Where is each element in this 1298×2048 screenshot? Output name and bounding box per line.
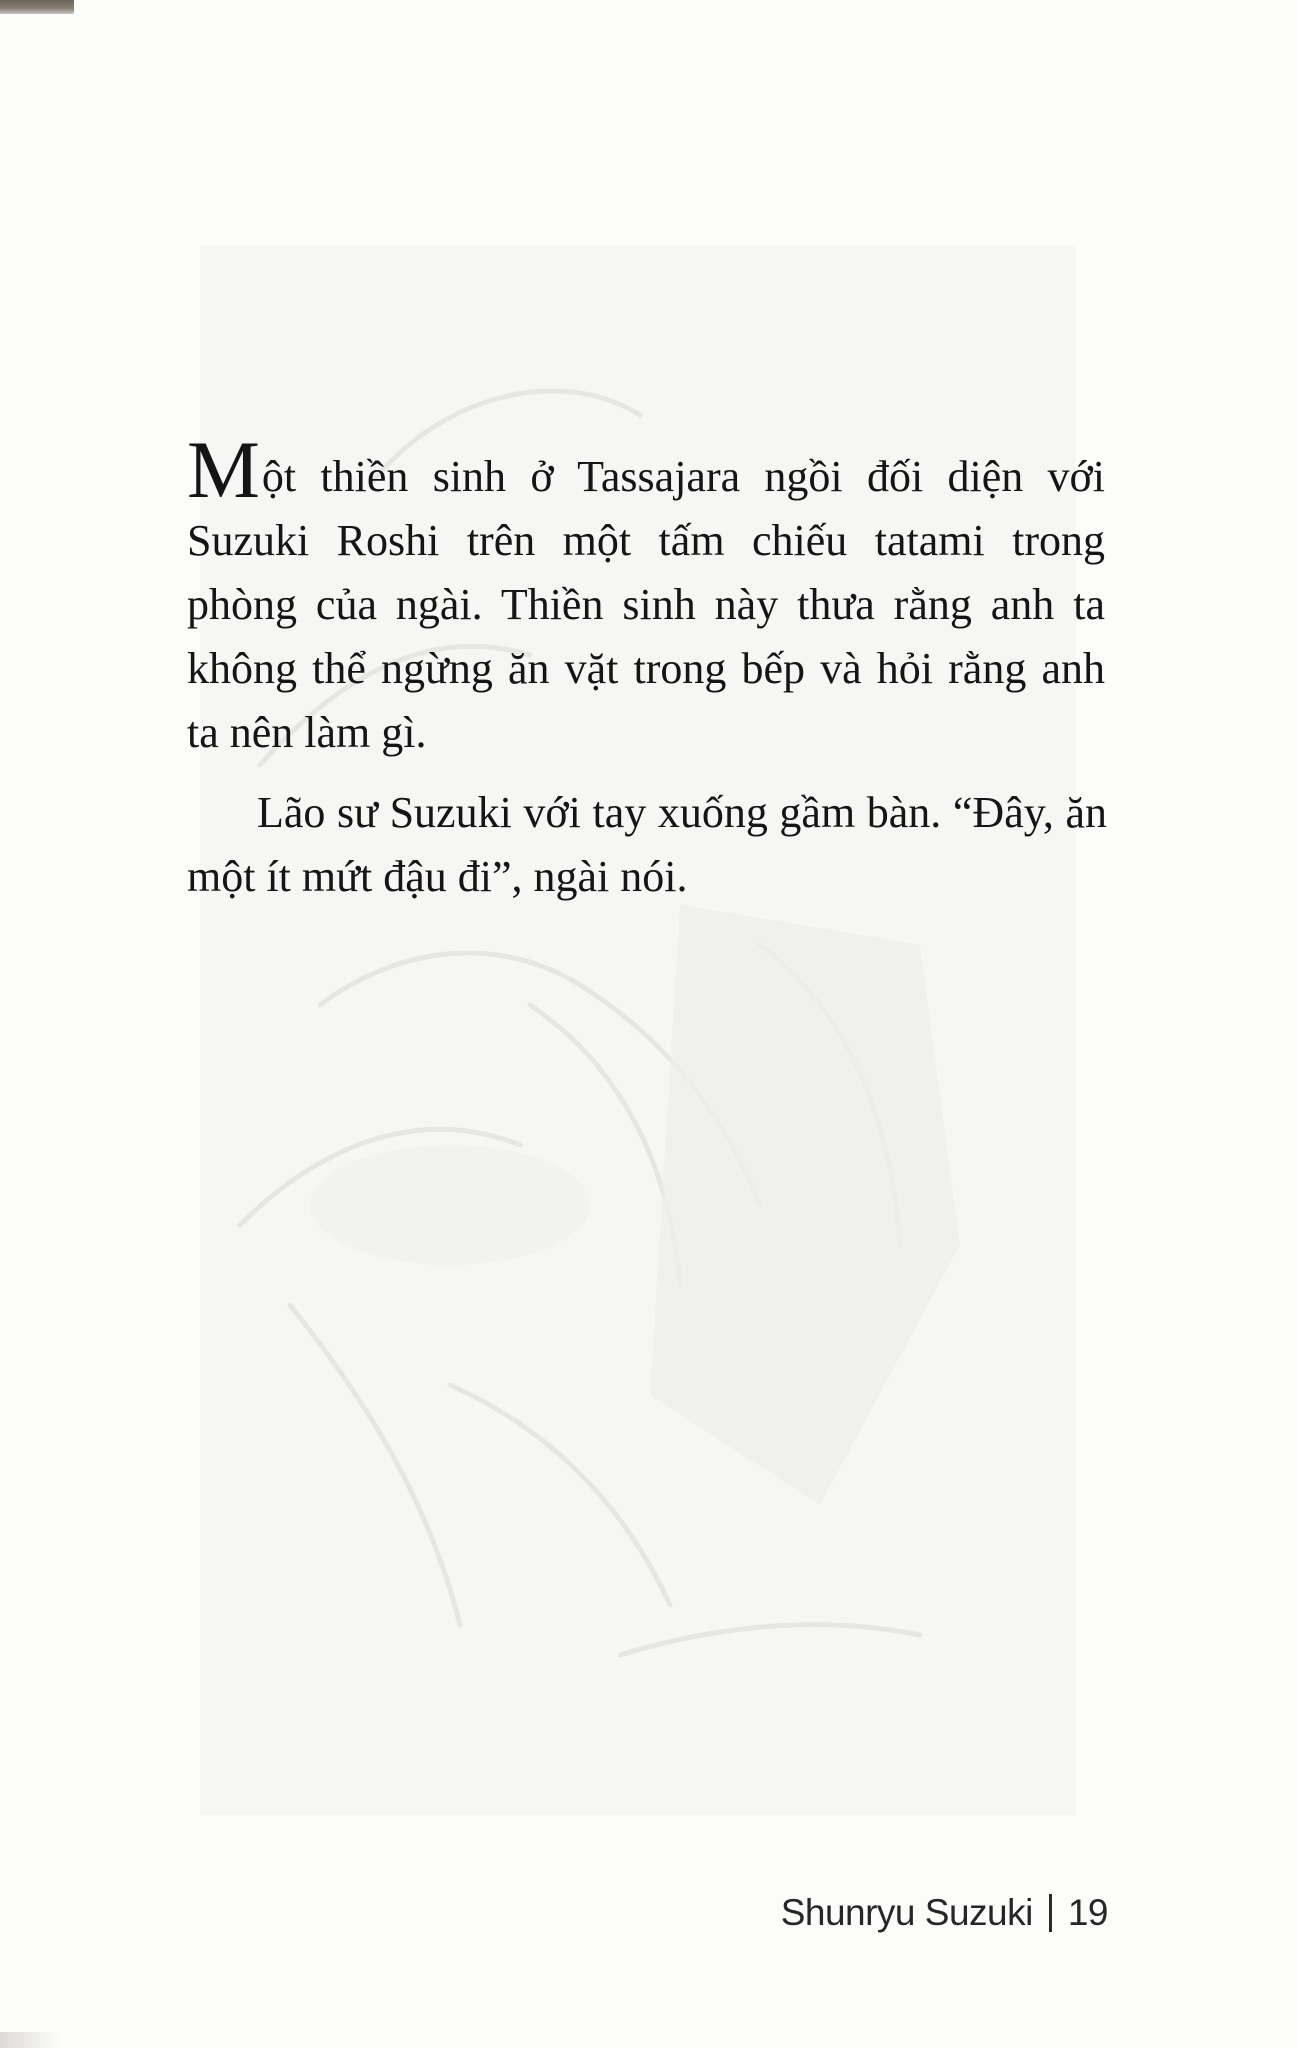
page-number: 19 — [1067, 1892, 1108, 1933]
running-footer-author: Shunryu Suzuki — [780, 1892, 1033, 1933]
paragraph-2: Lão sư Suzuki với tay xuống gầm bàn. “Đây, ăn một ít mứt đậu đi”, ngài nói. — [187, 788, 1107, 901]
body-text — [187, 424, 1107, 909]
page-edge-mark — [0, 0, 74, 14]
page-footer — [781, 1892, 1108, 1934]
paragraph-1 — [187, 424, 1105, 765]
footer-separator — [1049, 1894, 1052, 1932]
paragraph-1-text: ột thiền sinh ở Tassajara ngồi đối diện với Suzuki Roshi trên một tấm chiếu tatami trong phòng của ngài. Thiền sinh này thưa rằng anh ta không thể ngừng ăn vặt trong bếp và hỏi rằng anh ta nên làm gì. — [187, 452, 1105, 757]
page-edge-shadow — [0, 2032, 60, 2048]
drop-cap: M — [187, 424, 260, 515]
